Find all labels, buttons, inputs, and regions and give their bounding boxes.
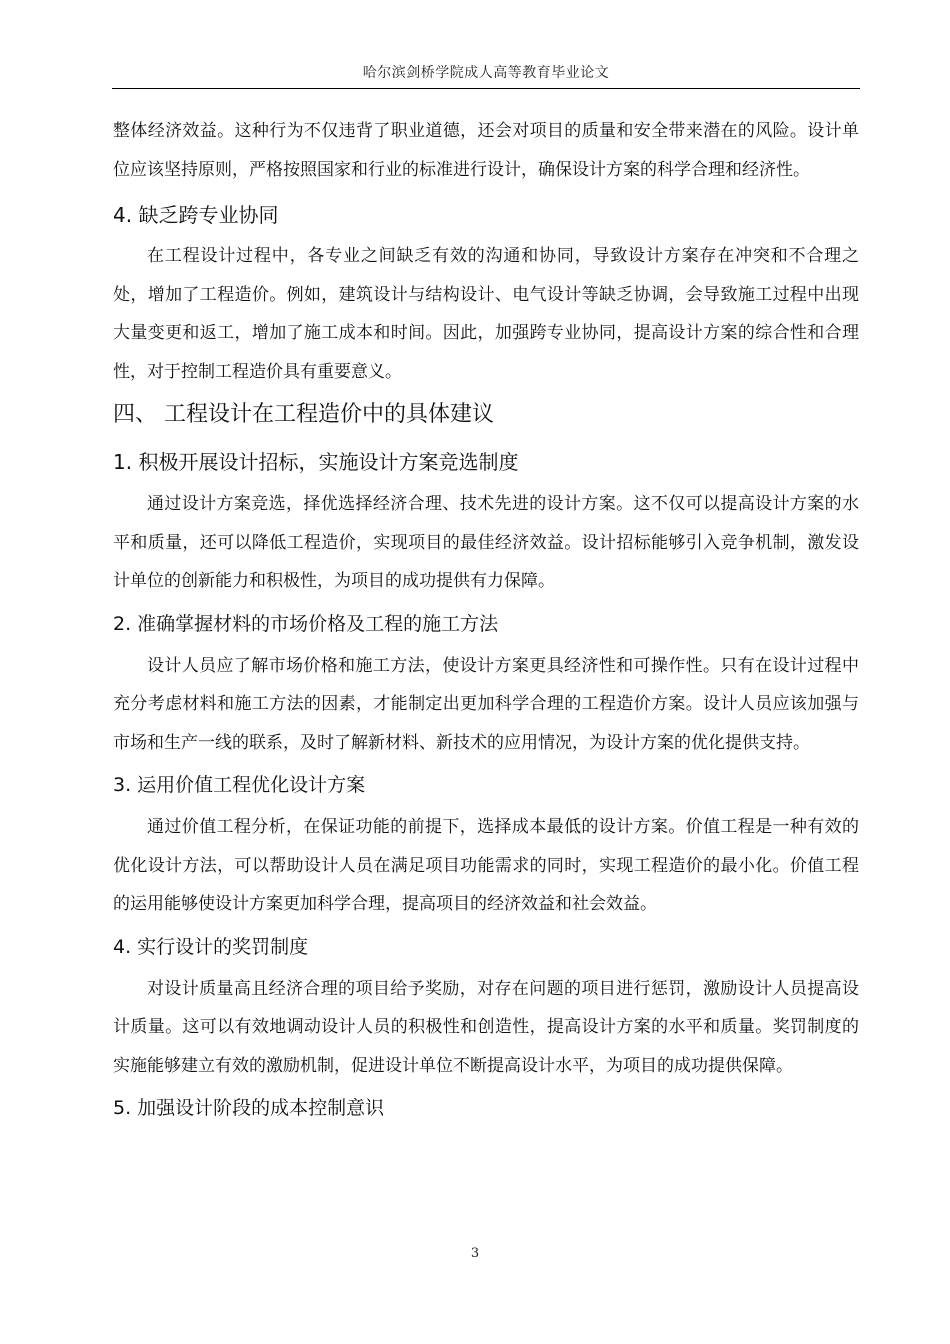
heading-material-prices: 2. 准确掌握材料的市场价格及工程的施工方法 xyxy=(113,612,499,635)
paragraph-lack-of-collaboration: 在工程设计过程中，各专业之间缺乏有效的沟通和协同，导致设计方案存在冲突和不合理之处，增加了工程造价。例如，建筑设计与结构设计、电气设计等缺乏协调，会导致施工过程中出现大量变更和返工，增加了施工成本和时间。因此，加强跨专业协同，提高设计方案的综合性和合理性，对于控制工程造价具有重要意义。 xyxy=(113,246,859,382)
heading-design-bidding: 1. 积极开展设计招标，实施设计方案竞选制度 xyxy=(113,450,519,474)
paragraph-continuation: 整体经济效益。这种行为不仅违背了职业道德，还会对项目的质量和安全带来潜在的风险。设计单位应该坚持原则，严格按照国家和行业的标准进行设计，确保设计方案的科学合理和经济性。 xyxy=(113,121,859,180)
paragraph-reward-penalty: 对设计质量高且经济合理的项目给予奖励，对存在问题的项目进行惩罚，激励设计人员提高设计质量。这可以有效地调动设计人员的积极性和创造性，提高设计方案的水平和质量。奖罚制度的实施能够建立有效的激励机制，促进设计单位不断提高设计水平，为项目的成功提供保障。 xyxy=(113,978,859,1076)
heading-reward-penalty: 4. 实行设计的奖罚制度 xyxy=(113,935,309,958)
heading-value-engineering: 3. 运用价值工程优化设计方案 xyxy=(113,774,366,796)
paragraph-design-bidding: 通过设计方案竞选，择优选择经济合理、技术先进的设计方案。这不仅可以提高设计方案的水平和质量，还可以降低工程造价，实现项目的最佳经济效益。设计招标能够引入竞争机制，激发设计单位的创新能力和积极性，为项目的成功提供有力保障。 xyxy=(113,494,859,591)
heading-cost-control: 5. 加强设计阶段的成本控制意识 xyxy=(113,1097,385,1119)
section-heading-4: 四、 工程设计在工程造价中的具体建议 xyxy=(113,402,494,427)
page-body xyxy=(113,112,859,1131)
page-number: 3 xyxy=(470,1246,480,1261)
header-divider xyxy=(112,88,860,89)
running-header: 哈尔滨剑桥学院成人高等教育毕业论文 xyxy=(362,65,610,81)
heading-lack-of-collaboration: 4. 缺乏跨专业协同 xyxy=(113,203,279,227)
paragraph-material-prices: 设计人员应了解市场价格和施工方法，使设计方案更具经济性和可操作性。只有在设计过程中充分考虑材料和施工方法的因素，才能制定出更加科学合理的工程造价方案。设计人员应该加强与市场和生产一线的联系，及时了解新材料、新技术的应用情况，为设计方案的优化提供支持。 xyxy=(113,655,859,753)
paragraph-value-engineering: 通过价值工程分析，在保证功能的前提下，选择成本最低的设计方案。价值工程是一种有效的优化设计方法，可以帮助设计人员在满足项目功能需求的同时，实现工程造价的最小化。价值工程的运用能够使设计方案更加科学合理，提高项目的经济效益和社会效益。 xyxy=(113,817,859,914)
